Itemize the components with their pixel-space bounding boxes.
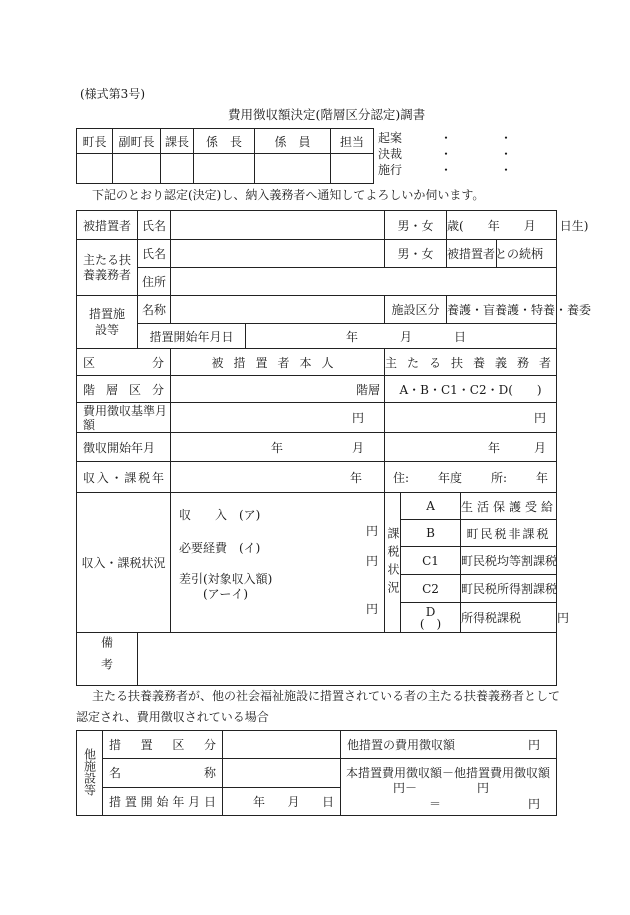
stamp-cell[interactable]: [194, 154, 255, 184]
date-label-kessai: 決裁: [378, 147, 403, 161]
tax-code-d-sub[interactable]: ( ): [419, 616, 442, 631]
tax-code-d: [401, 603, 461, 633]
expense-yen: 円: [366, 554, 379, 568]
guardian-base-amount[interactable]: 円: [385, 403, 557, 433]
col-guardian-header: 主たる扶養義務者: [385, 349, 557, 376]
header-kacho: 課長: [161, 129, 194, 154]
address-label: 住所: [138, 268, 171, 296]
facility-label: 措置施設等: [77, 296, 138, 349]
tax-code-a: A: [401, 493, 461, 520]
header-fukuchocho: 副町長: [113, 129, 161, 154]
year-unit: 年: [536, 470, 549, 485]
header-kakaricho: 係 長: [194, 129, 255, 154]
stamp-cell[interactable]: [161, 154, 194, 184]
tax-code-d-letter: D: [425, 604, 436, 619]
tax-code-b: B: [401, 520, 461, 547]
gender-select[interactable]: 男・女: [385, 211, 447, 240]
stamp-cell[interactable]: [255, 154, 331, 184]
guardian-gender-select[interactable]: 男・女: [385, 240, 447, 268]
person-name-field[interactable]: [171, 211, 385, 240]
fee-formula-values: 円－ 円: [393, 781, 490, 795]
other-class-field[interactable]: [223, 731, 341, 759]
tax-code-c1: C1: [401, 547, 461, 575]
header-tanto: 担当: [331, 129, 374, 154]
guardian-label: 主たる扶養義務者: [77, 240, 138, 296]
guardian-tax-year[interactable]: [385, 462, 557, 493]
income-tax-year-label: 収入・課税年: [77, 462, 171, 493]
person-base-amount[interactable]: 円: [171, 403, 385, 433]
other-fee-label: 他措置の費用徴収額: [347, 738, 456, 752]
year-unit: 年: [253, 794, 266, 809]
name-label: 氏名: [138, 211, 171, 240]
person-label: 被措置者: [77, 211, 138, 240]
income-breakdown-cell[interactable]: [171, 493, 385, 633]
person-collect-start[interactable]: [171, 433, 385, 462]
date-label-seko: 施行: [378, 163, 403, 177]
date-label-kian: 起案: [378, 131, 403, 145]
nendo-unit: 年度: [438, 470, 463, 485]
other-fee-yen: 円: [527, 738, 540, 752]
person-tier-field[interactable]: 階層: [171, 376, 385, 403]
facility-name-field[interactable]: [171, 296, 385, 324]
remarks-field[interactable]: [138, 633, 557, 686]
year-unit: 年: [346, 329, 359, 344]
year-unit: 年: [488, 440, 501, 455]
tax-desc-d[interactable]: 所得税課税 円: [461, 603, 557, 633]
fee-formula-cell[interactable]: [341, 759, 557, 816]
other-start-label: 措置開始年月日: [103, 787, 223, 816]
class-label: 区分: [77, 349, 171, 376]
base-amount-label: 費用徴収基準月額: [77, 403, 171, 433]
month-unit: 月: [534, 440, 547, 455]
month-unit: 月: [400, 329, 413, 344]
person-tax-year[interactable]: 年: [171, 462, 385, 493]
guardian-tier-select[interactable]: A・B・C1・C2・D( ): [385, 376, 557, 403]
fee-result-yen: 円: [527, 797, 540, 811]
approval-table: [76, 128, 374, 184]
form-number: (様式第3号): [80, 87, 145, 101]
tax-code-c2: C2: [401, 575, 461, 603]
form-title: 費用徴収額決定(階層区分認定)調書: [228, 107, 426, 122]
other-class-label: 措置区分: [103, 731, 223, 759]
tier-label: 階層区分: [77, 376, 171, 403]
note-line-2: 認定され、費用徴収されている場合: [76, 710, 269, 724]
remarks-label: 備考: [77, 633, 138, 686]
expense-item: 必要経費 (イ): [179, 541, 261, 555]
month-unit: 月: [287, 794, 300, 809]
date-dots-kessai[interactable]: ・ ・: [440, 147, 513, 161]
age-birth-field[interactable]: 歳( 年 月 日生): [447, 211, 557, 240]
stamp-cell[interactable]: [331, 154, 374, 184]
guardian-name-field[interactable]: [171, 240, 385, 268]
other-name-label: 名称: [103, 759, 223, 788]
facility-type-select[interactable]: 養護・盲養護・特養・養委: [447, 296, 557, 324]
net-yen: 円: [366, 602, 379, 616]
month-unit: 月: [352, 440, 365, 455]
other-facility-label: 他施設等: [77, 731, 103, 816]
income-item: 収 入 (ア): [179, 508, 261, 522]
tax-desc-c2[interactable]: 町民税所得割課税: [461, 575, 557, 603]
tax-desc-a[interactable]: 生活保護受給: [461, 493, 557, 520]
shotoku-label: 所:: [491, 470, 508, 485]
net-formula: (アーイ): [203, 587, 249, 601]
jumin-label: 住:: [393, 470, 410, 485]
header-chocho: 町長: [77, 129, 113, 154]
main-form-table: [76, 210, 592, 686]
date-dots-seko[interactable]: ・ ・: [440, 163, 513, 177]
fee-equals: ＝: [429, 797, 442, 811]
other-fee-cell[interactable]: [341, 731, 557, 759]
other-start-field[interactable]: [223, 787, 341, 816]
tax-desc-c1[interactable]: 町民税均等割課税: [461, 547, 557, 575]
collect-start-label: 徴収開始年月: [77, 433, 171, 462]
start-date-label: 措置開始年月日: [138, 324, 246, 349]
guardian-collect-start[interactable]: [385, 433, 557, 462]
note-line-1: 主たる扶養義務者が、他の社会福祉施設に措置されている者の主たる扶養義務者として: [92, 689, 561, 703]
stamp-cell[interactable]: [113, 154, 161, 184]
income-status-label: 収入・課税状況: [77, 493, 171, 633]
start-date-field[interactable]: [246, 324, 557, 349]
stamp-cell[interactable]: [77, 154, 113, 184]
day-unit: 日: [321, 794, 334, 809]
net-item: 差引(対象収入額): [179, 572, 273, 586]
relation-label: 被措置者との続柄: [447, 240, 497, 268]
income-yen: 円: [366, 524, 379, 538]
guardian-name-label: 氏名: [138, 240, 171, 268]
intro-text: 下記のとおり認定(決定)し、納入義務者へ通知してよろしいか伺います。: [92, 188, 485, 202]
address-field[interactable]: [171, 268, 557, 296]
header-kakariin: 係 員: [255, 129, 331, 154]
other-name-field[interactable]: [223, 759, 341, 788]
facility-name-label: 名称: [138, 296, 171, 324]
year-unit: 年: [271, 440, 284, 455]
facility-class-label: 施設区分: [385, 296, 447, 324]
date-dots-kian[interactable]: ・ ・: [440, 131, 513, 145]
tax-status-label: 課税状況: [385, 493, 401, 633]
col-person-header: 被措置者本人: [171, 349, 385, 376]
fee-formula-label: 本措置費用徴収額－他措置費用徴収額: [346, 766, 551, 780]
day-unit: 日: [454, 329, 467, 344]
other-facility-table: [76, 730, 557, 816]
tax-desc-b[interactable]: 町民税非課税: [461, 520, 557, 547]
